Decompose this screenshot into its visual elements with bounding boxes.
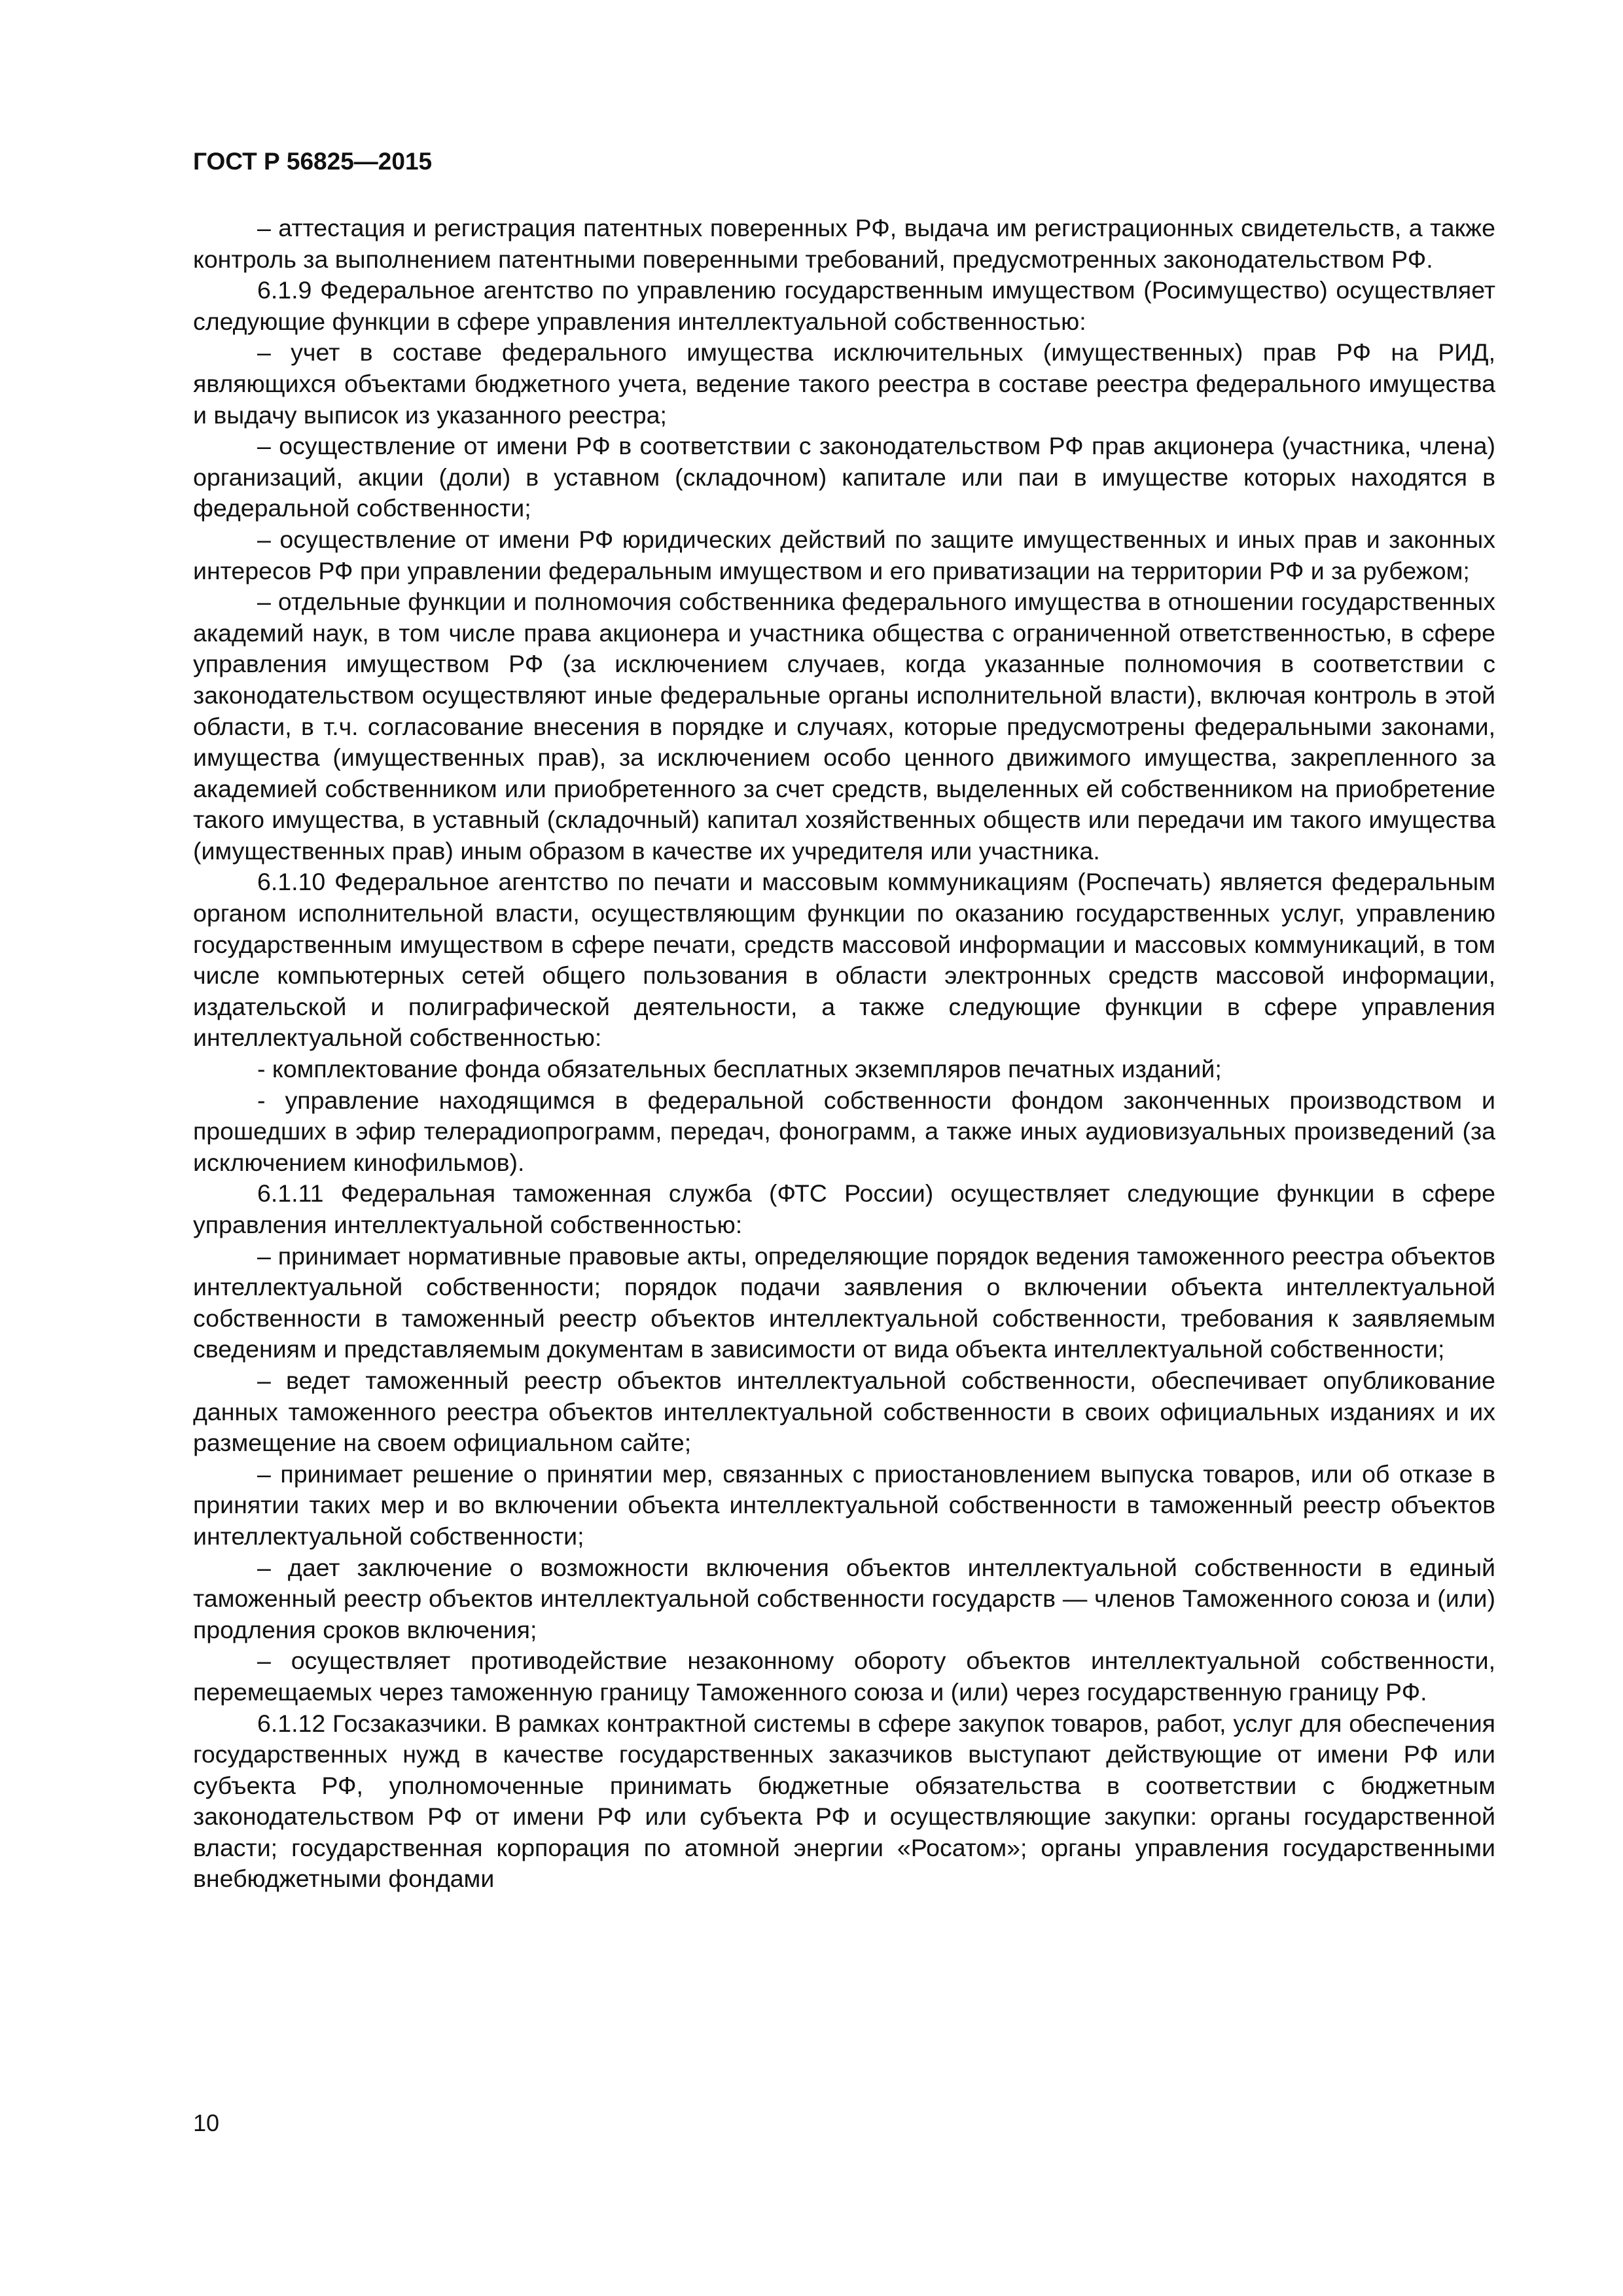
page-number: 10 <box>193 2109 220 2136</box>
list-item-release-suspension: – принимает решение о принятии мер, связанных с приостановлением выпуска товаров, или об отказе в принятии таких мер и во включении объекта интеллектуальной собственности в таможенный реестр объектов интеллектуальной собственности; <box>193 1460 1495 1550</box>
list-item-counteraction: – осуществляет противодействие незаконному обороту объектов интеллектуальной собственности, перемещаемых через таможенную границу Таможенного союза и (или) через государственную границу РФ. <box>193 1647 1495 1706</box>
list-item-accounting: – учет в составе федерального имущества исключительных (имущественных) прав РФ на РИД, являющихся объектами бюджетного учета, ведение такого реестра в составе реестра федерального имущества и выдачу выписок из указанного реестра; <box>193 338 1495 429</box>
list-item-mandatory-copies: - комплектование фонда обязательных бесплатных экземпляров печатных изданий; <box>257 1055 1222 1083</box>
paragraph-6-1-9: 6.1.9 Федеральное агентство по управлению государственным имуществом (Росимущество) осуществляет следующие функции в сфере управления интеллектуальной собственностью: <box>193 276 1495 335</box>
document-body <box>193 213 1495 1895</box>
paragraph-6-1-11: 6.1.11 Федеральная таможенная служба (ФТС России) осуществляет следующие функции в сфере управления интеллектуальной собственностью: <box>193 1179 1495 1238</box>
document-page <box>193 147 1495 1895</box>
list-item-shareholder-rights: – осуществление от имени РФ в соответствии с законодательством РФ прав акционера (участника, члена) организаций, акции (доли) в уставном (складочном) капитале или паи в имуществе которых находятся в федеральной собственности; <box>193 432 1495 522</box>
paragraph-patent-attorneys: – аттестация и регистрация патентных поверенных РФ, выдача им регистрационных свидетельств, а также контроль за выполнением патентными поверенными требований, предусмотренных законодательством РФ. <box>193 214 1495 273</box>
list-item-customs-register: – ведет таможенный реестр объектов интеллектуальной собственности, обеспечивает опубликование данных таможенного реестра объектов интеллектуальной собственности в своих официальных изданиях и их размещение на своем официальном сайте; <box>193 1366 1495 1457</box>
paragraph-6-1-12: 6.1.12 Госзаказчики. В рамках контрактной системы в сфере закупок товаров, работ, услуг для обеспечения государственных нужд в качестве государственных заказчиков выступают действующие от имени РФ или субъекта РФ, уполномоченные принимать бюджетные обязательства в соответствии с бюджетным законодательством РФ от имени РФ или субъекта РФ и осуществляющие закупки: органы государственной власти; государственная корпорация по атомной энергии «Росатом»; органы управления государственными внебюджетными фондами <box>193 1709 1495 1893</box>
document-code-header: ГОСТ Р 56825—2015 <box>193 148 433 175</box>
list-item-legal-protection: – осуществление от имени РФ юридических действий по защите имущественных и иных прав и законных интересов РФ при управлении федеральным имуществом и его приватизации на территории РФ и за рубежом; <box>193 525 1495 584</box>
list-item-unified-register: – дает заключение о возможности включения объектов интеллектуальной собственности в единый таможенный реестр объектов интеллектуальной собственности государств — членов Таможенного союза и (или) продления сроков включения; <box>193 1553 1495 1643</box>
paragraph-6-1-10: 6.1.10 Федеральное агентство по печати и массовым коммуникациям (Роспечать) является федеральным органом исполнительной власти, осуществляющим функции по оказанию государственных услуг, управлению государственным имуществом в сфере печати, средств массовой информации и массовых коммуникаций, в том числе компьютерных сетей общего пользования в области электронных средств массовой информации, издательской и полиграфической деятельности, а также следующие функции в сфере управления интеллектуальной собственностью: <box>193 868 1495 1052</box>
list-item-academies: – отдельные функции и полномочия собственника федерального имущества в отношении государственных академий наук, в том числе права акционера и участника общества с ограниченной ответственностью, в сфере управления имуществом РФ (за исключением случаев, когда указанные полномочия в соответствии с законодательством осуществляют иные федеральные органы исполнительной власти), включая контроль в этой области, в т.ч. согласование внесения в порядке и случаях, которые предусмотрены федеральными законами, имущества (имущественных прав), за исключением особо ценного движимого имущества, закрепленного за академией собственником или приобретенного за счет средств, выделенных ей собственником на приобретение такого имущества, в уставный (складочный) капитал хозяйственных обществ или передачи им такого имущества (имущественных прав) иным образом в качестве их учредителя или участника. <box>193 588 1495 865</box>
list-item-broadcast-fund: - управление находящимся в федеральной собственности фондом законченных производством и прошедших в эфир телерадиопрограмм, передач, фонограмм, а также иных аудиовизуальных произведений (за исключением кинофильмов). <box>193 1086 1495 1176</box>
list-item-regulatory-acts: – принимает нормативные правовые акты, определяющие порядок ведения таможенного реестра объектов интеллектуальной собственности; порядок подачи заявления о включении объекта интеллектуальной собственности в таможенный реестр объектов интеллектуальной собственности, требования к заявляемым сведениям и представляемым документам в зависимости от вида объекта интеллектуальной собственности; <box>193 1242 1495 1363</box>
